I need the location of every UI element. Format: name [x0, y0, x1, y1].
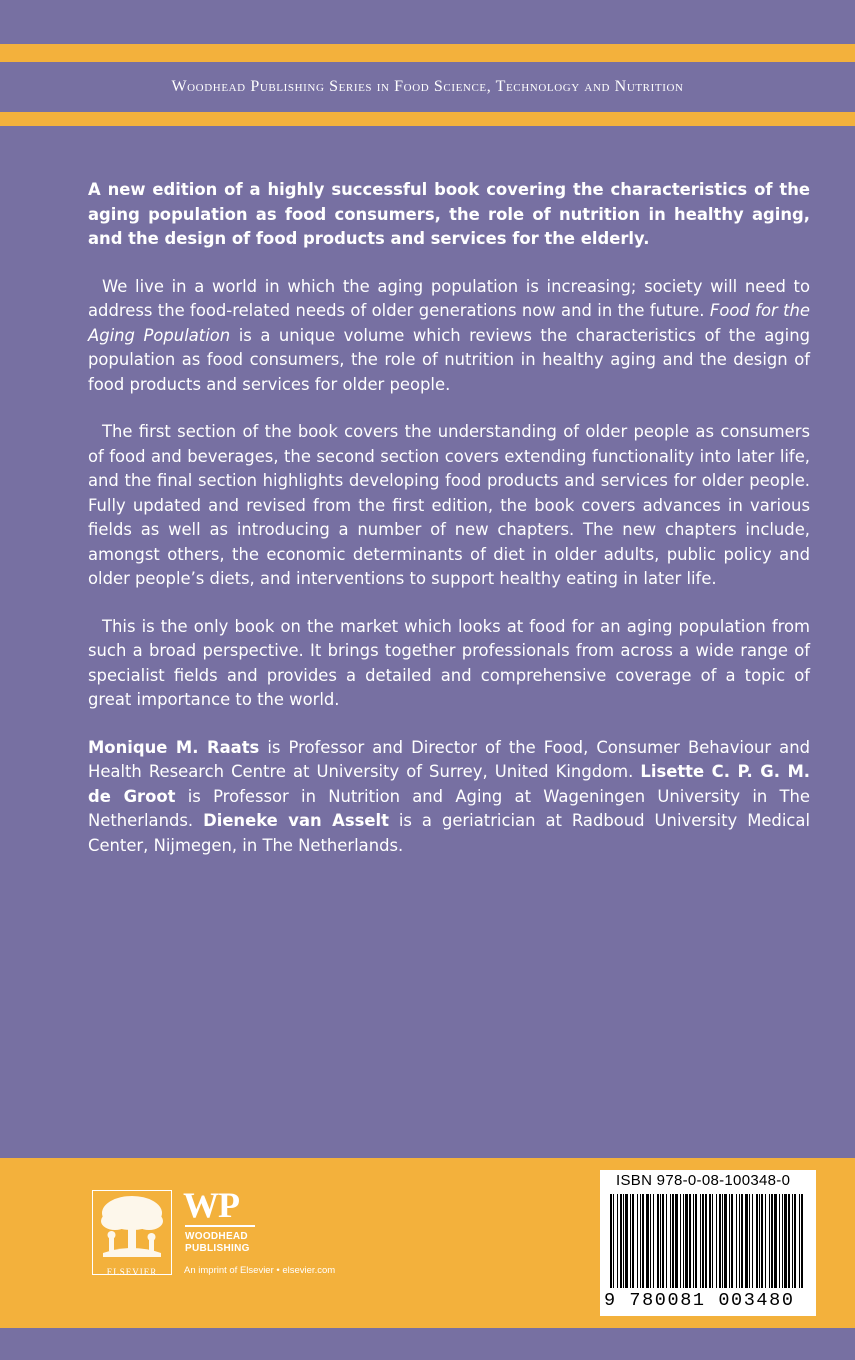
- paragraph-3: The first section of the book covers the understanding of older people as consumers of food and beverages, the second section covers extending functionality into later life, and the final section highlights developing food products and services for older people. Fully updated and revised from the first edition, the book covers advances in various fields as well as introducing a number of new chapters. The new chapters include, amongst others, the economic determinants of diet in older adults, public policy and older people’s diets, and interventions to support healthy eating in later life.: [88, 422, 810, 588]
- author-2-bio: is Professor in Nutrition and Aging at Wageningen University in The Netherlands.: [88, 786, 811, 830]
- wp-name-line2: PUBLISHING: [185, 1243, 250, 1254]
- book-title: Food for the Aging Population: [88, 301, 810, 345]
- author-2-name: Lisette C. P. G. M. de Groot: [88, 762, 810, 806]
- wp-name-line1: WOODHEAD: [185, 1231, 248, 1242]
- elsevier-tree-icon: [92, 1190, 172, 1275]
- blurb: [88, 178, 810, 858]
- elsevier-label: ELSEVIER: [106, 1267, 158, 1277]
- isbn-label: ISBN 978-0-08-100348-0: [616, 1172, 791, 1189]
- series-title: Woodhead Publishing Series in Food Science, Technology and Nutrition: [171, 78, 684, 95]
- wp-name: [185, 1231, 275, 1255]
- paragraph-2: [88, 275, 810, 398]
- lead-paragraph: A new edition of a highly successful book covering the characteristics of the aging population as food consumers, the role of nutrition in healthy aging, and the design of food products and services for the elderly.: [88, 180, 810, 248]
- barcode-panel: [600, 1170, 816, 1316]
- barcode-icon: [608, 1194, 808, 1290]
- author-3-bio: is a geriatrician at Radboud University Medical Center, Nijmegen, in The Netherlands.: [88, 811, 810, 855]
- series-banner: [0, 62, 855, 112]
- author-1-name: Monique M. Raats: [88, 737, 260, 757]
- author-3-name: Dieneke van Asselt: [203, 811, 389, 830]
- wp-logo: WP: [183, 1185, 239, 1225]
- barcode-digits: 9 780081 003480: [604, 1290, 795, 1311]
- paragraph-2-end: is a unique volume which reviews the characteristics of the aging population as food consumers, the role of nutrition in healthy aging and the design of food products and services for older people.: [88, 325, 810, 394]
- author-bios: [88, 736, 810, 859]
- author-1-bio: is Professor and Director of the Food, Consumer Behaviour and Health Research Centre at University of Surrey, United Kingdom.: [88, 737, 810, 781]
- paragraph-4: This is the only book on the market which looks at food for an aging population from such a broad perspective. It brings together professionals from across a wide range of specialist fields and provides a detailed and comprehensive coverage of a topic of great importance to the world.: [88, 616, 810, 709]
- imprint-text: An imprint of Elsevier • elsevier.com: [184, 1265, 336, 1276]
- wp-logo-rule: [185, 1225, 255, 1227]
- paragraph-2-start: We live in a world in which the aging population is increasing; society will need to address the food-related needs of older generations now and in the future.: [88, 276, 810, 320]
